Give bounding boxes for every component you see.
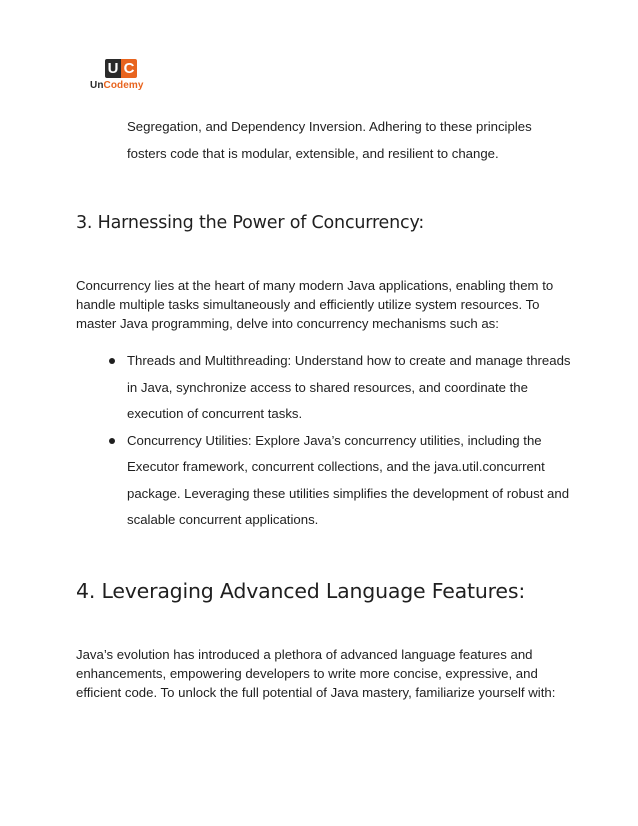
logo-letter-c: C (121, 59, 137, 78)
concurrency-bullet-list (106, 348, 576, 534)
logo-wordmark (90, 80, 150, 91)
logo-mark (92, 59, 150, 78)
list-item-text: Concurrency Utilities: Explore Java’s concurrency utilities, including the Executor framework, concurrent collections, and the java.util.concurrent package. Leveraging these utilities simplifies the development of robust and scalable concurrent applications. (127, 432, 570, 527)
continuation-paragraph: Segregation, and Dependency Inversion. Adhering to these principles fosters code that is modular, extensible, and resilient to change. (127, 119, 532, 161)
list-item (106, 428, 576, 534)
section-4-heading: 4. Leveraging Advanced Language Features: (76, 579, 526, 603)
uncodemy-logo (90, 59, 150, 95)
logo-wordmark-un: Un (90, 80, 104, 91)
list-item (106, 348, 576, 428)
section-3-intro: Concurrency lies at the heart of many modern Java applications, enabling them to handle multiple tasks simultaneously and efficiently utilize system resources. To master Java programming, delve into concurrency mechanisms such as: (76, 278, 554, 331)
logo-wordmark-codemy: Codemy (103, 80, 144, 91)
list-item-text: Threads and Multithreading: Understand how to create and manage threads in Java, synchronize access to shared resources, and coordinate the execution of concurrent tasks. (127, 353, 571, 421)
section-3-heading: 3. Harnessing the Power of Concurrency: (76, 213, 425, 233)
bullet-icon (109, 438, 115, 444)
bullet-icon (109, 358, 115, 364)
section-4-intro: Java’s evolution has introduced a plethora of advanced language features and enhancements, empowering developers to write more concise, expressive, and efficient code. To unlock the full potential of Java mastery, familiarize yourself with: (76, 647, 556, 700)
logo-letter-u: U (105, 59, 121, 78)
